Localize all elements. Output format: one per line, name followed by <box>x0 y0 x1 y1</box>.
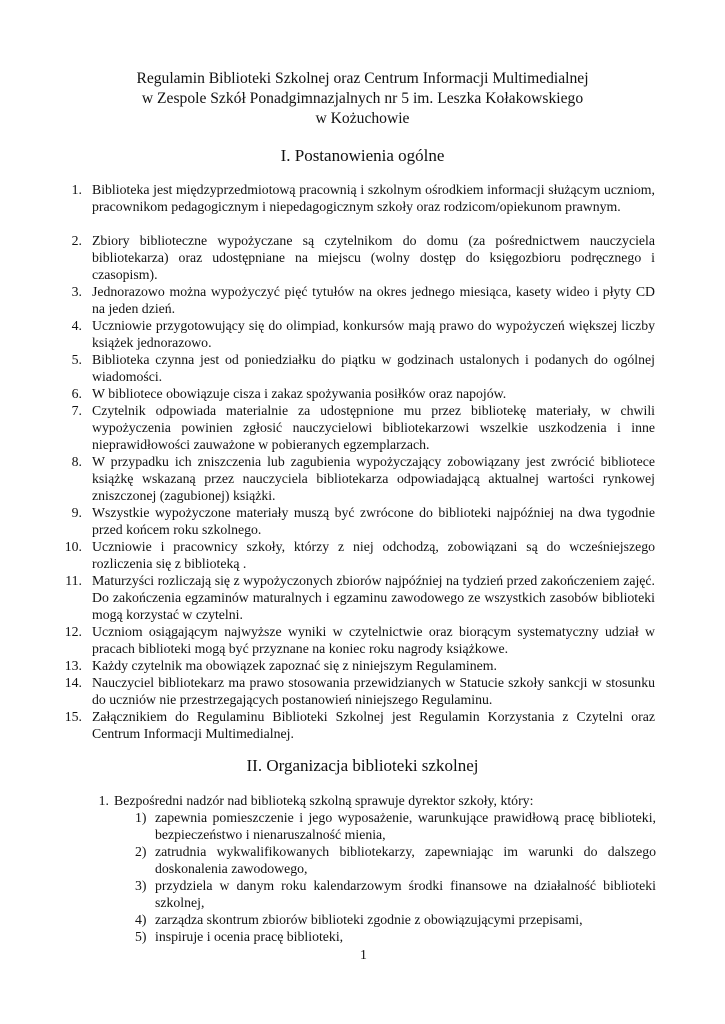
item-text: Zbiory biblioteczne wypożyczane są czytelnikom do domu (za pośrednictwem nauczyciela bibliotekarza) oraz udostępniane na miejscu (wolny dostęp do księgozbioru podręcznego i czasopism). <box>92 233 655 282</box>
item-number: 12. <box>64 624 82 639</box>
sub-item-text: zapewnia pomieszczenie i jego wyposażenie, warunkujące prawidłową pracę biblioteki, bezpieczeństwo i nienaruszalność mienia, <box>155 810 656 842</box>
document-title-line-3: w Kożuchowie <box>315 110 410 127</box>
item-text: Każdy czytelnik ma obowiązek zapoznać się z niniejszym Regulaminem. <box>92 658 497 673</box>
item-number: 1. <box>98 793 109 808</box>
item-number: 5. <box>71 352 82 367</box>
item-number: 1. <box>71 182 82 197</box>
page-number: 1 <box>360 947 367 962</box>
list-item <box>71 232 655 283</box>
section-1-heading: I. Postanowienia ogólne <box>280 146 445 165</box>
sub-item-number: 4) <box>135 912 147 927</box>
sub-list-item <box>135 877 656 911</box>
sub-list-item <box>135 843 656 877</box>
list-item <box>71 317 655 351</box>
item-number: 11. <box>65 573 82 588</box>
list-item <box>71 453 655 504</box>
item-number: 2. <box>71 233 82 248</box>
item-text: Maturzyści rozliczają się z wypożyczonych zbiorów najpóźniej na tydzień przed zakończeniem zajęć. Do zakończenia egzaminów maturalnych i egzaminu zawodowego ze wszystkich zasobów biblioteki mogą korzystać w czytelni. <box>92 573 655 622</box>
sub-item-text: zarządza skontrum zbiorów biblioteki zgodnie z obowiązującymi przepisami, <box>155 912 583 927</box>
sub-item-text: inspiruje i ocenia pracę biblioteki, <box>155 929 344 944</box>
item-text: W przypadku ich zniszczenia lub zagubienia wypożyczający zobowiązany jest zwrócić bibliotece książkę wskazaną przez nauczyciela bibliotekarza odpowiadającą aktualnej wartości rynkowej zniszczonej (zagubionej) książki. <box>92 454 655 503</box>
sub-list-item <box>135 928 656 945</box>
item-number: 4. <box>71 318 82 333</box>
list-item <box>71 283 655 317</box>
list-item <box>71 402 655 453</box>
list-item <box>65 572 655 623</box>
item-text: Jednorazowo można wypożyczyć pięć tytułów na okres jednego miesiąca, kasety wideo i płyty CD na jeden dzień. <box>92 284 655 316</box>
sub-list-item <box>135 809 656 843</box>
list-item <box>64 657 655 674</box>
item-number: 13. <box>64 658 82 673</box>
item-number: 15. <box>64 709 82 724</box>
item-number: 3. <box>71 284 82 299</box>
list-item <box>71 385 655 402</box>
item-text: Wszystkie wypożyczone materiały muszą być zwrócone do biblioteki najpóźniej na dwa tygodnie przed końcem roku szkolnego. <box>92 505 655 537</box>
list-item <box>71 351 655 385</box>
item-number: 8. <box>71 454 82 469</box>
item-text: Czytelnik odpowiada materialnie za udostępnione mu przez bibliotekę materiały, w chwili wypożyczenia powinien zgłosić nauczycielowi bibliotekarzowi wszelkie uszkodzenia i inne nieprawidłowości zauważone w pobieranych egzemplarzach. <box>92 403 655 452</box>
item-number: 14. <box>64 675 82 690</box>
list-item <box>64 538 655 572</box>
item-text: Uczniom osiągającym najwyższe wyniki w czytelnictwie oraz biorącym systematyczny udział w pracach biblioteki mogą być przyznane na koniec roku nagrody książkowe. <box>92 624 655 656</box>
item-text: Biblioteka czynna jest od poniedziałku do piątku w godzinach ustalonych i podanych do ogólnej wiadomości. <box>92 352 655 384</box>
item-text: Uczniowie i pracownicy szkoły, którzy z niej odchodzą, zobowiązani są do wcześniejszego rozliczenia się z biblioteką . <box>92 539 655 571</box>
item-number: 7. <box>71 403 82 418</box>
item-number: 6. <box>71 386 82 401</box>
list-item <box>64 623 655 657</box>
document-title-line-1: Regulamin Biblioteki Szkolnej oraz Centrum Informacji Multimedialnej <box>136 70 589 87</box>
list-item <box>71 181 655 215</box>
item-text: Nauczyciel bibliotekarz ma prawo stosowania przewidzianych w Statucie szkoły sankcji w stosunku do uczniów nie przestrzegających postanowień niniejszego Regulaminu. <box>92 675 655 707</box>
sub-item-number: 1) <box>135 810 147 825</box>
item-text: Załącznikiem do Regulaminu Biblioteki Szkolnej jest Regulamin Korzystania z Czytelni oraz Centrum Informacji Multimedialnej. <box>92 709 655 741</box>
item-text: Biblioteka jest międzyprzedmiotową pracownią i szkolnym ośrodkiem informacji służącym uczniom, pracownikom pedagogicznym i niepedagogicznym szkoły oraz rodzicom/opiekunom prawnym. <box>92 182 655 214</box>
item-text: Uczniowie przygotowujący się do olimpiad, konkursów mają prawo do wypożyczeń większej liczby książek jednorazowo. <box>92 318 655 350</box>
sub-item-text: zatrudnia wykwalifikowanych bibliotekarzy, zapewniając im warunki do dalszego doskonalenia zawodowego, <box>155 844 656 876</box>
item-number: 9. <box>71 505 82 520</box>
list-item <box>64 674 655 708</box>
document-title-line-2: w Zespole Szkół Ponadgimnazjalnych nr 5 im. Leszka Kołakowskiego <box>141 90 584 107</box>
list-item <box>71 504 655 538</box>
sub-item-number: 2) <box>135 844 147 859</box>
list-item <box>64 708 655 742</box>
sub-list-item <box>135 911 656 928</box>
item-number: 10. <box>64 539 82 554</box>
item-text: Bezpośredni nadzór nad biblioteką szkolną sprawuje dyrektor szkoły, który: <box>114 793 534 808</box>
item-text: W bibliotece obowiązuje cisza i zakaz spożywania posiłków oraz napojów. <box>92 386 507 401</box>
sub-item-text: przydziela w danym roku kalendarzowym środki finansowe na działalność biblioteki szkolnej, <box>155 878 656 910</box>
section-2-heading: II. Organizacja biblioteki szkolnej <box>246 756 479 775</box>
sub-item-number: 5) <box>135 929 147 944</box>
sub-item-number: 3) <box>135 878 147 893</box>
list-item <box>98 792 655 809</box>
